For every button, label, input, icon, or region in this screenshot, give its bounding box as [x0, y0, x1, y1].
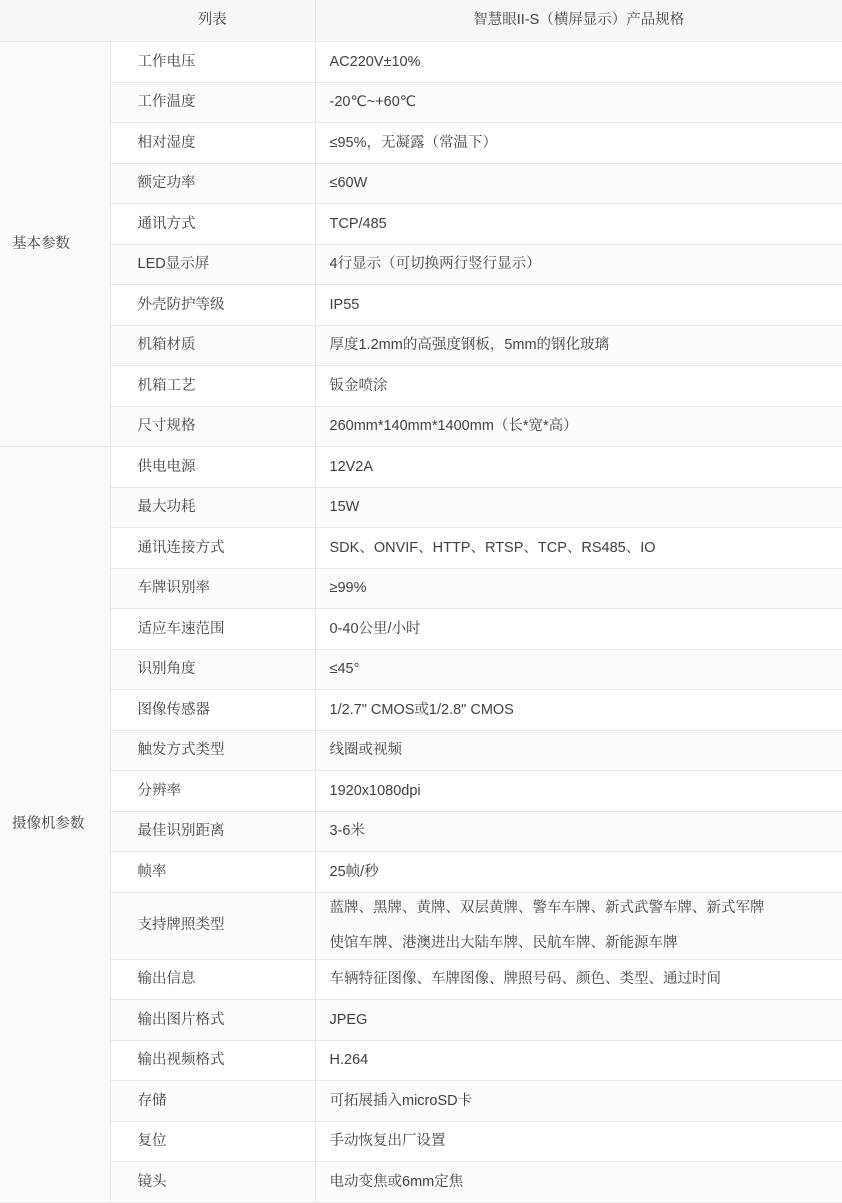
- spec-item-value: [315, 42, 842, 83]
- spec-item-label: 额定功率: [110, 163, 315, 204]
- spec-value-line: JPEG: [330, 1009, 842, 1031]
- spec-item-value: [315, 771, 842, 812]
- header-row: [0, 0, 842, 42]
- spec-item-label: 工作温度: [110, 82, 315, 123]
- spec-item-value: [315, 244, 842, 285]
- table-row: [0, 163, 842, 204]
- table-row: [0, 1081, 842, 1122]
- spec-value-line: 手动恢复出厂设置: [330, 1130, 842, 1152]
- spec-item-label: 尺寸规格: [110, 406, 315, 447]
- spec-item-value: [315, 406, 842, 447]
- spec-item-label: 识别角度: [110, 649, 315, 690]
- spec-value-line: 厚度1.2mm的高强度钢板，5mm的钢化玻璃: [330, 334, 842, 356]
- spec-value-line: SDK、ONVIF、HTTP、RTSP、TCP、RS485、IO: [330, 537, 842, 559]
- group-label-1: 基本参数: [0, 42, 110, 447]
- spec-item-value: [315, 690, 842, 731]
- spec-value-line: 260mm*140mm*1400mm（长*宽*高）: [330, 415, 842, 437]
- spec-value-line: 12V2A: [330, 456, 842, 478]
- spec-value-line: 0-40公里/小时: [330, 618, 842, 640]
- spec-value-line: 使馆车牌、港澳进出大陆车牌、民航车牌、新能源车牌: [330, 932, 842, 954]
- spec-value-line: 车辆特征图像、车牌图像、牌照号码、颜色、类型、通过时间: [330, 968, 842, 990]
- spec-item-label: 复位: [110, 1121, 315, 1162]
- spec-item-value: [315, 609, 842, 650]
- spec-item-value: [315, 649, 842, 690]
- spec-value-line: 15W: [330, 496, 842, 518]
- spec-item-label: 工作电压: [110, 42, 315, 83]
- table-row: [0, 1162, 842, 1203]
- group-label-2: 摄像机参数: [0, 447, 110, 1203]
- table-row: [0, 1040, 842, 1081]
- spec-item-value: [315, 204, 842, 245]
- spec-item-value: [315, 1121, 842, 1162]
- spec-item-label: 外壳防护等级: [110, 285, 315, 326]
- spec-item-value: [315, 285, 842, 326]
- spec-item-label: 相对湿度: [110, 123, 315, 164]
- spec-value-line: IP55: [330, 294, 842, 316]
- table-row: [0, 852, 842, 893]
- spec-item-label: 机箱材质: [110, 325, 315, 366]
- header-cell-list: 列表: [110, 0, 315, 42]
- table-row: [0, 244, 842, 285]
- spec-item-label: 通讯方式: [110, 204, 315, 245]
- header-cell-blank: [0, 0, 110, 42]
- table-row: [0, 811, 842, 852]
- table-header: [0, 0, 842, 42]
- table-row: [0, 42, 842, 83]
- spec-item-label: 输出信息: [110, 959, 315, 1000]
- spec-item-value: [315, 123, 842, 164]
- table-row: [0, 892, 842, 959]
- table-row: [0, 1121, 842, 1162]
- spec-item-value: [315, 959, 842, 1000]
- spec-item-label: 帧率: [110, 852, 315, 893]
- spec-item-label: 供电电源: [110, 447, 315, 488]
- spec-item-value: [315, 892, 842, 959]
- spec-value-line: ≤45°: [330, 658, 842, 680]
- spec-item-value: [315, 811, 842, 852]
- spec-item-value: [315, 1081, 842, 1122]
- spec-item-value: [315, 487, 842, 528]
- spec-value-line: -20℃~+60℃: [330, 91, 842, 113]
- header-cell-spec: 智慧眼II-S（横屏显示）产品规格: [315, 0, 842, 42]
- spec-value-line: ≥99%: [330, 577, 842, 599]
- spec-value-line: 电动变焦或6mm定焦: [330, 1171, 842, 1193]
- spec-item-label: 通讯连接方式: [110, 528, 315, 569]
- table-row: [0, 285, 842, 326]
- spec-value-line: ≤95%，无凝露（常温下）: [330, 132, 842, 154]
- spec-item-label: 机箱工艺: [110, 366, 315, 407]
- spec-item-value: [315, 325, 842, 366]
- table-row: [0, 1000, 842, 1041]
- table-row: [0, 325, 842, 366]
- table-row: [0, 123, 842, 164]
- spec-item-value: [315, 1162, 842, 1203]
- spec-value-line: AC220V±10%: [330, 51, 842, 73]
- table-row: [0, 690, 842, 731]
- spec-item-value: [315, 1040, 842, 1081]
- spec-value-line: 3-6米: [330, 820, 842, 842]
- spec-item-label: 图像传感器: [110, 690, 315, 731]
- table-body: [0, 42, 842, 1203]
- spec-item-value: [315, 1000, 842, 1041]
- spec-value-line: 25帧/秒: [330, 861, 842, 883]
- table-row: [0, 406, 842, 447]
- table-row: [0, 487, 842, 528]
- spec-item-label: 输出图片格式: [110, 1000, 315, 1041]
- spec-item-value: [315, 82, 842, 123]
- table-row: [0, 366, 842, 407]
- spec-item-label: 镜头: [110, 1162, 315, 1203]
- table-row: [0, 82, 842, 123]
- table-row: [0, 204, 842, 245]
- spec-value-line: 1/2.7" CMOS或1/2.8" CMOS: [330, 699, 842, 721]
- spec-item-label: 最大功耗: [110, 487, 315, 528]
- spec-value-line: 可拓展插入microSD卡: [330, 1090, 842, 1112]
- spec-value-line: H.264: [330, 1049, 842, 1071]
- spec-item-value: [315, 366, 842, 407]
- spec-item-label: 适应车速范围: [110, 609, 315, 650]
- spec-item-value: [315, 568, 842, 609]
- spec-value-line: ≤60W: [330, 172, 842, 194]
- spec-item-label: 输出视频格式: [110, 1040, 315, 1081]
- spec-item-label: 车牌识别率: [110, 568, 315, 609]
- spec-value-line: 钣金喷涂: [330, 375, 842, 397]
- spec-item-label: LED显示屏: [110, 244, 315, 285]
- spec-item-value: [315, 447, 842, 488]
- table-row: [0, 528, 842, 569]
- spec-item-label: 最佳识别距离: [110, 811, 315, 852]
- spec-item-value: [315, 852, 842, 893]
- spec-item-label: 支持牌照类型: [110, 892, 315, 959]
- table-row: [0, 649, 842, 690]
- spec-value-line: 4行显示（可切换两行竖行显示）: [330, 253, 842, 275]
- spec-item-value: [315, 163, 842, 204]
- spec-value-line: 线圈或视频: [330, 739, 842, 761]
- table-row: [0, 959, 842, 1000]
- spec-value-line: TCP/485: [330, 213, 842, 235]
- spec-item-value: [315, 730, 842, 771]
- table-row: [0, 447, 842, 488]
- spec-value-line: 1920x1080dpi: [330, 780, 842, 802]
- table-row: [0, 730, 842, 771]
- table-row: [0, 771, 842, 812]
- spec-item-label: 触发方式类型: [110, 730, 315, 771]
- spec-item-label: 分辨率: [110, 771, 315, 812]
- spec-value-line: 蓝牌、黑牌、黄牌、双层黄牌、警车车牌、新式武警车牌、新式军牌: [330, 897, 842, 919]
- spec-item-label: 存储: [110, 1081, 315, 1122]
- spec-item-value: [315, 528, 842, 569]
- table-row: [0, 609, 842, 650]
- table-row: [0, 568, 842, 609]
